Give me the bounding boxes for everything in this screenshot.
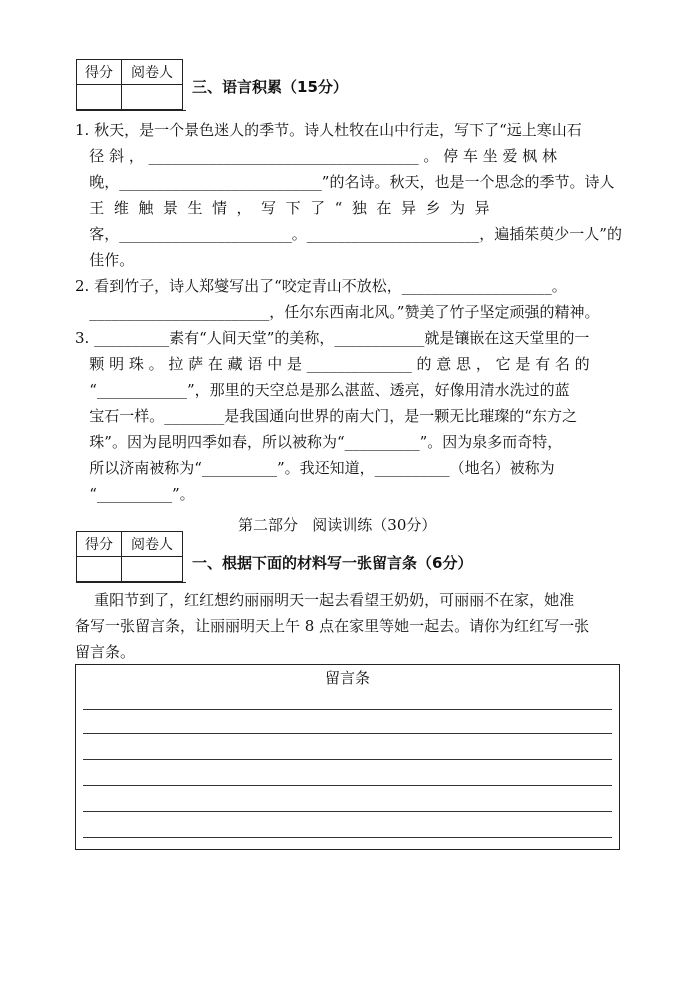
score-table-2	[76, 531, 183, 582]
writing-line[interactable]	[83, 811, 612, 812]
passage-line-3: 留言条。	[75, 643, 136, 661]
q1-line-4: 王 维 触 景 生 情 ， 写 下 了 “ 独 在 异 乡 为 异	[75, 199, 490, 217]
q1-line-5: 客，_______________________。_______________________，遍插茱萸少一人”的	[75, 225, 622, 243]
q2-line-2: ________________________，任尔东西南北风。”赞美了竹子坚定顽强的精神。	[75, 303, 600, 321]
q3-line-7: “__________”。	[75, 485, 195, 503]
q3-line-6: 所以济南被称为“__________”。我还知道，__________（地名）被称为	[75, 459, 555, 477]
passage-line-2: 备写一张留言条，让丽丽明天上午 8 点在家里等她一起去。请你为红红写一张	[75, 617, 590, 635]
q1-line-3: 晚，___________________________”的名诗。秋天，也是一个思念的季节。诗人	[75, 173, 615, 191]
writing-line[interactable]	[83, 785, 612, 786]
part-2-section-1-title: 一、根据下面的材料写一张留言条（6分）	[192, 554, 473, 572]
writing-line[interactable]	[83, 733, 612, 734]
q1-line-6: 佳作。	[75, 251, 135, 269]
score-cell[interactable]	[77, 85, 122, 110]
q3-line-4: 宝石一样。________是我国通向世界的南大门，是一颗无比璀璨的“东方之	[75, 407, 577, 425]
q1-line-2: 径 斜 ， ____________________________________ 。 停 车 坐 爱 枫 林	[75, 147, 557, 165]
score-cell[interactable]	[77, 557, 122, 582]
grader-cell[interactable]	[122, 557, 183, 582]
grader-label: 阅卷人	[122, 60, 183, 85]
writing-line[interactable]	[83, 837, 612, 838]
grader-cell[interactable]	[122, 85, 183, 110]
q2-line-1: 2. 看到竹子，诗人郑燮写出了“咬定青山不放松，____________________。	[75, 277, 567, 295]
section-3-title: 三、语言积累（15分）	[192, 78, 348, 96]
writing-line[interactable]	[83, 709, 612, 710]
q3-line-5: 珠”。因为昆明四季如春，所以被称为“__________”。因为泉多而奇特，	[75, 433, 563, 451]
writing-line[interactable]	[83, 759, 612, 760]
score-label: 得分	[77, 532, 122, 557]
q3-line-1: 3. __________素有“人间天堂”的美称，____________就是镶嵌在这天堂里的一	[75, 329, 590, 347]
q1-line-1: 1. 秋天，是一个景色迷人的季节。诗人杜牧在山中行走，写下了“远上寒山石	[75, 121, 582, 139]
q3-line-3: “____________”，那里的天空总是那么湛蓝、透亮，好像用清水洗过的蓝	[75, 381, 570, 399]
score-table-1	[76, 59, 183, 110]
message-note-title: 留言条	[324, 669, 370, 687]
q3-line-2: 颗 明 珠 。 拉 萨 在 藏 语 中 是 ______________ 的 意 思 ， 它 是 有 名 的	[75, 355, 590, 373]
passage-line-1: 重阳节到了，红红想约丽丽明天一起去看望王奶奶，可丽丽不在家，她准	[75, 591, 575, 609]
part-2-title: 第二部分 阅读训练（30分）	[238, 516, 437, 534]
score-label: 得分	[77, 60, 122, 85]
message-note-box[interactable]	[75, 664, 620, 850]
table-underline	[76, 582, 186, 583]
grader-label: 阅卷人	[122, 532, 183, 557]
table-underline	[76, 110, 186, 111]
